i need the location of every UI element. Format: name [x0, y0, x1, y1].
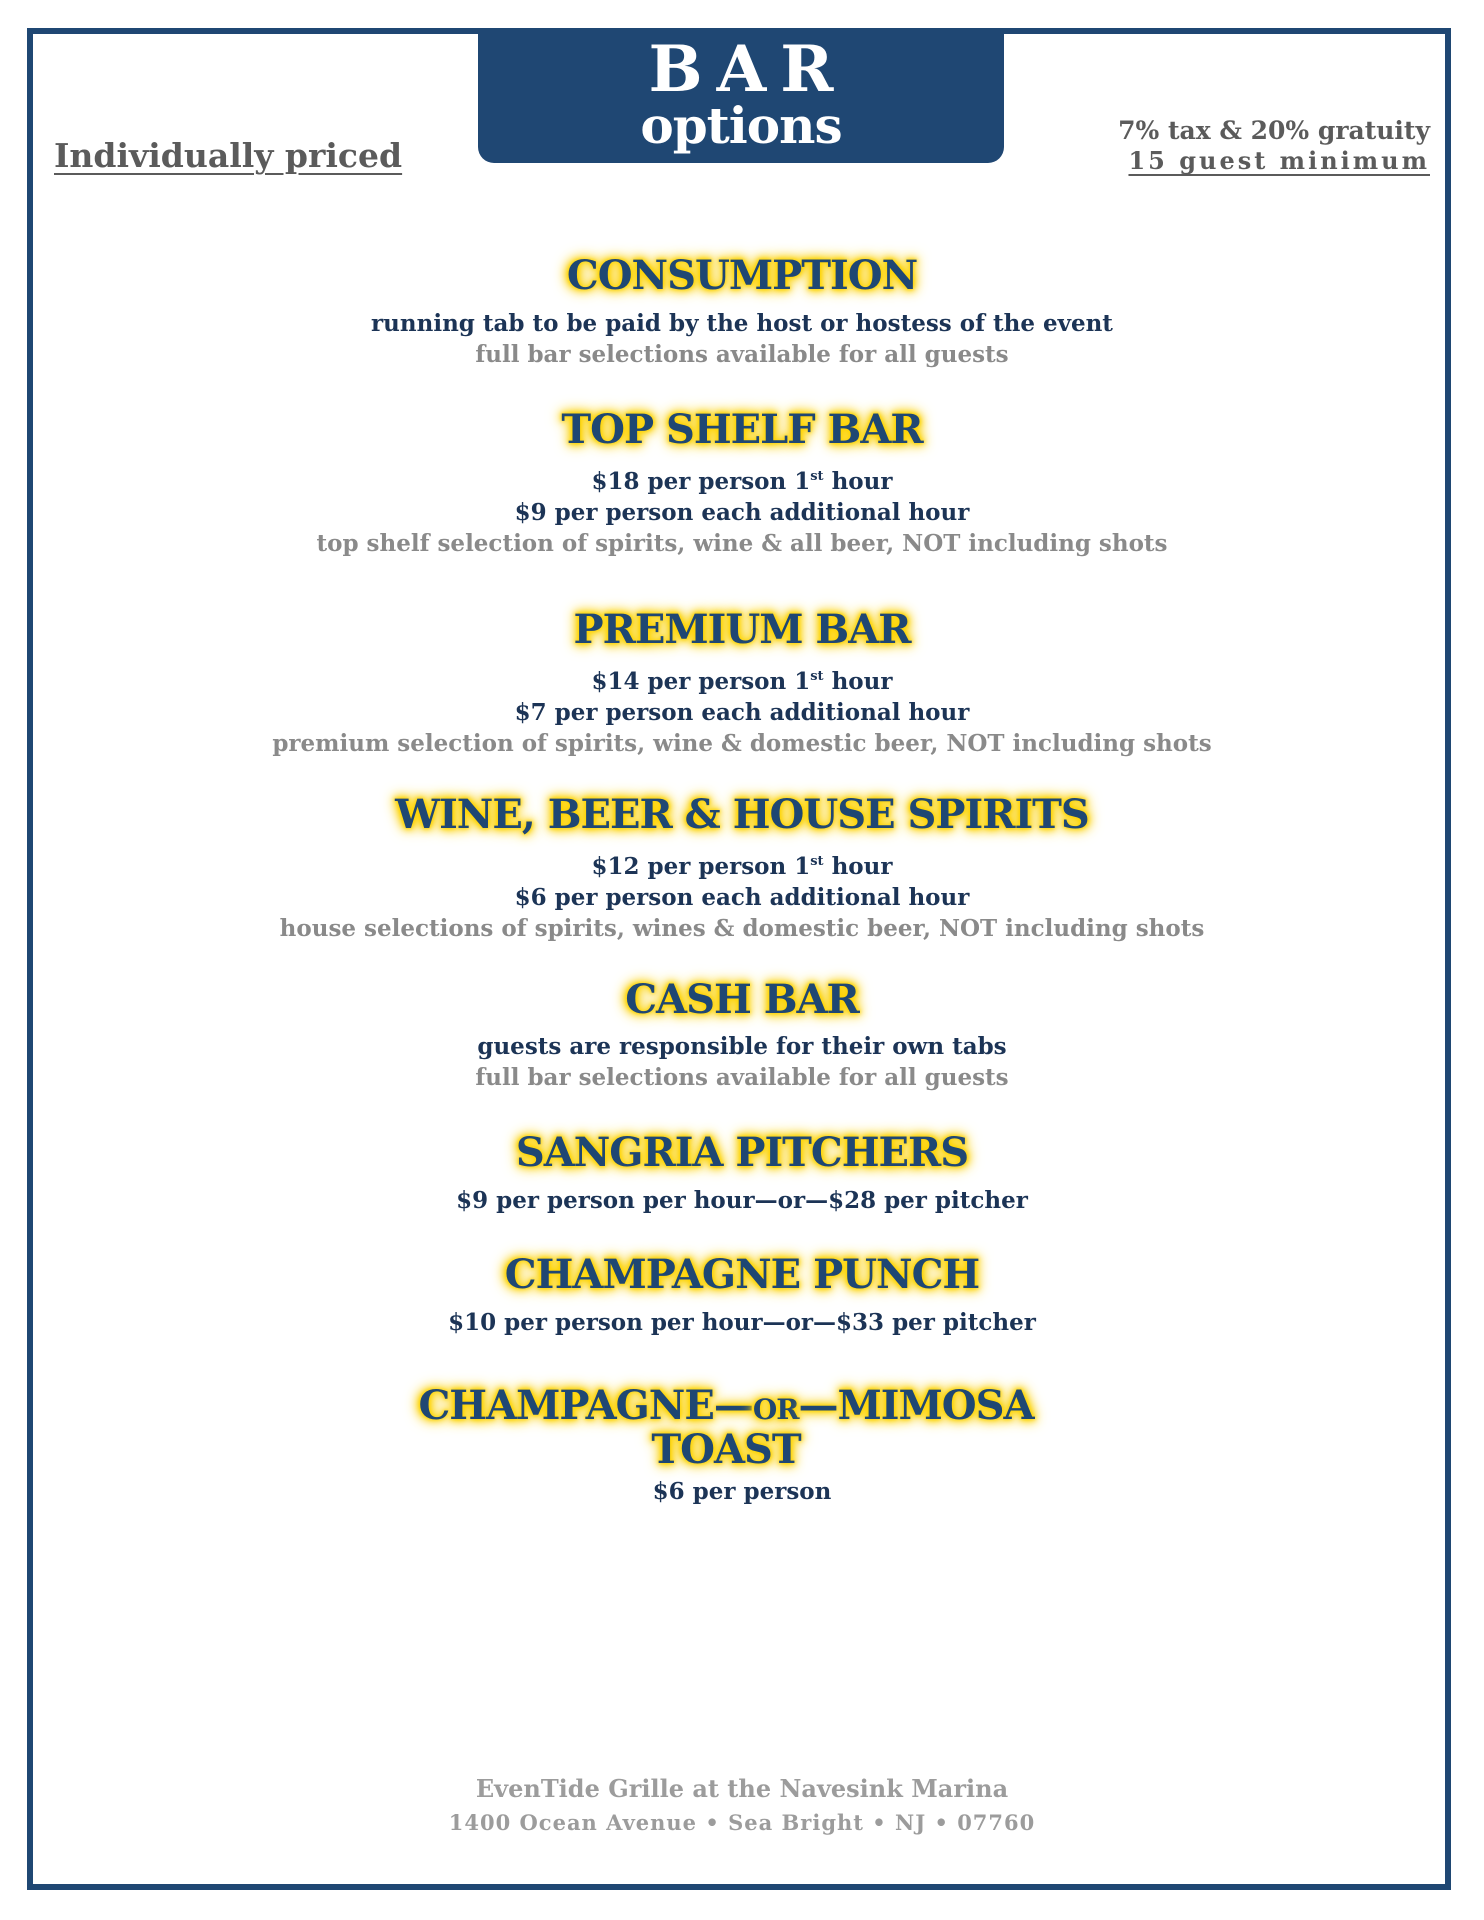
section-line: running tab to be paid by the host or hostess of the event: [371, 310, 1113, 337]
first-hour-price: $12 per person 1st hour: [591, 853, 893, 880]
section-line: guests are responsible for their own tabs: [477, 1033, 1007, 1060]
section-note: top shelf selection of spirits, wine & all beer, NOT including shots: [316, 530, 1168, 557]
additional-hour-price: $6 per person each additional hour: [514, 884, 970, 911]
venue-address: 1400 Ocean Avenue • Sea Bright • NJ • 07760: [448, 1810, 1036, 1835]
additional-hour-price: $9 per person each additional hour: [514, 499, 970, 526]
section-price: $10 per person per hour—or—$33 per pitcher: [448, 1309, 1036, 1336]
section-heading: CASH BAR: [625, 976, 859, 1023]
section-price: $9 per person per hour—or—$28 per pitcher: [456, 1187, 1028, 1214]
section-heading: CONSUMPTION: [566, 252, 918, 299]
section-champagne-punch: [0, 1249, 1484, 1338]
tax-gratuity-note: 7% tax & 20% gratuity: [1118, 116, 1430, 145]
section-heading: TOP SHELF BAR: [561, 406, 923, 453]
section-consumption: [0, 250, 1484, 370]
first-hour-price: $14 per person 1st hour: [591, 668, 893, 695]
section-heading: WINE, BEER & HOUSE SPIRITS: [395, 791, 1089, 838]
section-note: full bar selections available for all guests: [475, 341, 1009, 368]
section-sangria-pitchers: [0, 1127, 1484, 1216]
section-cash-bar: [0, 974, 1484, 1093]
pricing-note: Individually priced: [54, 136, 403, 175]
section-note: house selections of spirits, wines & domestic beer, NOT including shots: [279, 915, 1205, 942]
section-heading: PREMIUM BAR: [573, 606, 911, 653]
section-note: premium selection of spirits, wine & domestic beer, NOT including shots: [272, 730, 1212, 757]
venue-name: EvenTide Grille at the Navesink Marina: [475, 1774, 1009, 1803]
terms-note: [1118, 116, 1430, 176]
section-wine-beer-house-spirits: [0, 789, 1484, 944]
section-top-shelf-bar: [0, 404, 1484, 559]
section-note: full bar selections available for all guests: [475, 1064, 1009, 1091]
section-heading: CHAMPAGNE PUNCH: [504, 1251, 980, 1298]
section-price: $6 per person: [652, 1478, 832, 1505]
title-banner: [478, 28, 1004, 163]
bar-options-list: [0, 250, 1484, 1507]
section-heading: CHAMPAGNE—OR—MIMOSA TOAST: [418, 1382, 1034, 1473]
footer: [0, 1772, 1484, 1840]
section-premium-bar: [0, 604, 1484, 759]
page-subtitle: options: [640, 96, 842, 155]
section-heading: SANGRIA PITCHERS: [515, 1129, 969, 1176]
guest-minimum-note: 15 guest minimum: [1128, 146, 1430, 175]
first-hour-price: $18 per person 1st hour: [591, 468, 893, 495]
page-title: BAR: [648, 32, 848, 107]
section-champagne-mimosa-toast: [0, 1382, 1484, 1507]
additional-hour-price: $7 per person each additional hour: [514, 699, 970, 726]
